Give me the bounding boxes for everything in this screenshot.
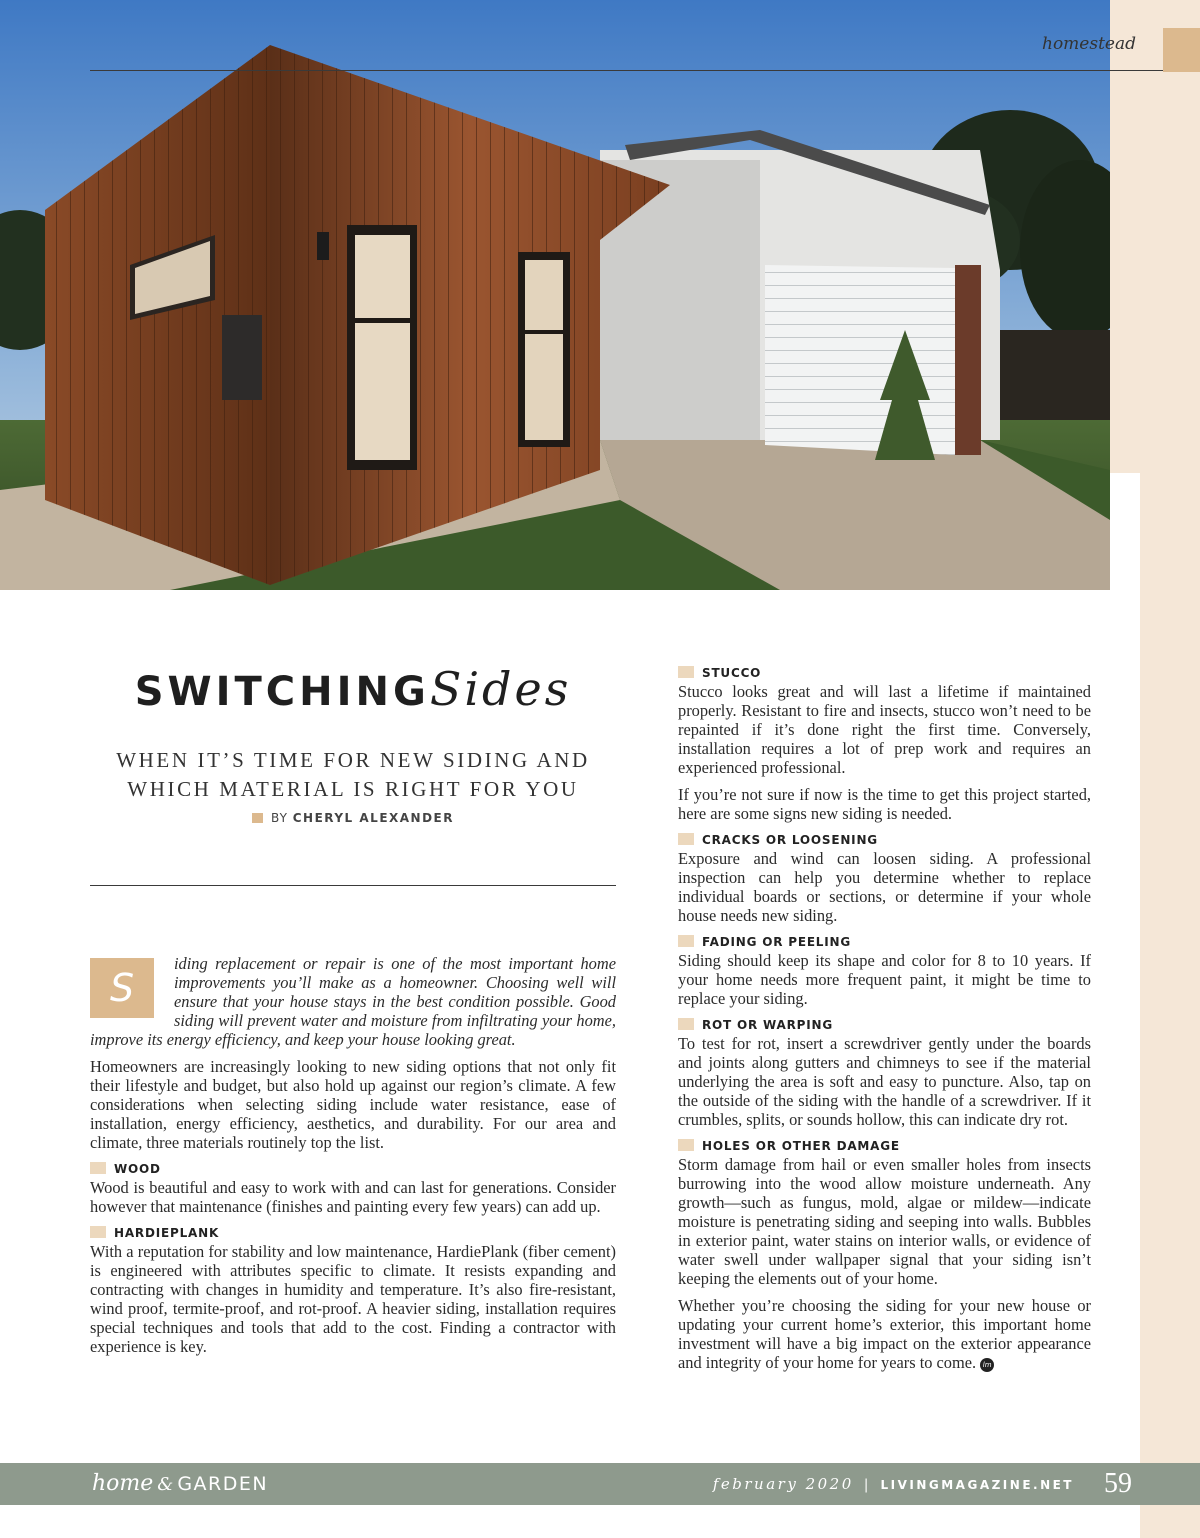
- section-label: homestead: [1042, 34, 1136, 54]
- footer-amp: &: [157, 1474, 174, 1495]
- section-tab: [1163, 28, 1200, 72]
- footer-section-name: [92, 1471, 268, 1496]
- heading-cracks-label: CRACKS OR LOOSENING: [702, 833, 878, 847]
- heading-rot-label: ROT OR WARPING: [702, 1018, 834, 1032]
- article-title: [90, 662, 616, 716]
- paragraph-hardieplank: With a reputation for stability and low maintenance, HardiePlank (fiber cement) is engineered with attributes specific to climate. It resists expanding and contracting with changes in humidity and temperature. It’s also fire-resistant, wind proof, termite-proof, and rot-proof. A heavier siding, installation requires special techniques and tools that add to the cost. Finding a contractor with experience is key.: [90, 1242, 616, 1356]
- heading-square-icon: [678, 935, 694, 947]
- author-name: CHERYL ALEXANDER: [292, 811, 454, 825]
- heading-cracks: [678, 831, 1091, 849]
- end-mark-icon: lm: [980, 1358, 994, 1372]
- paragraph-holes: Storm damage from hail or even smaller holes from insects burrowing into the wood allow moisture underneath. Any growth—such as fungus, mold, algae or mildew—indicate moisture is penetrating siding and seeping into walls. Bubbles in exterior paint, water stains on interior walls, or evidence of water swell under wallpaper signal that your siding isn’t keeping the elements out of your home.: [678, 1155, 1091, 1288]
- website-link[interactable]: LIVINGMAGAZINE.NET: [880, 1478, 1074, 1492]
- paragraph-rot: To test for rot, insert a screwdriver gently under the boards and joints along gutters and chimneys to see if the material underlying the area is soft and easy to puncture. Also, tap on the outside of the siding with the handle of a screwdriver. If it crumbles, splits, or sounds hollow, this can indicate dry rot.: [678, 1034, 1091, 1129]
- paragraph-closing: [678, 1296, 1091, 1372]
- page-number: 59: [1104, 1468, 1132, 1499]
- heading-wood: [90, 1160, 616, 1178]
- hero-photo: [0, 0, 1110, 590]
- title-strong: SWITCHING: [134, 669, 430, 715]
- heading-square-icon: [90, 1162, 106, 1174]
- side-band-lower: [1140, 473, 1200, 1538]
- left-column: [90, 954, 616, 1364]
- title-rule: [90, 885, 616, 886]
- footer-issue: [713, 1475, 1074, 1493]
- footer-garden: GARDEN: [177, 1473, 269, 1495]
- footer-home: home: [92, 1471, 154, 1496]
- heading-hardieplank: [90, 1224, 616, 1242]
- heading-wood-label: WOOD: [114, 1162, 161, 1176]
- intro-text: iding replacement or repair is one of the most important home improvements you’ll make as a homeowner. Choosing well will ensure that your house stays in the best condition possible. Good siding will prevent water and moisture from infiltrating your home, improve its energy efficiency, and keep your house looking great.: [90, 954, 616, 1049]
- byline: [90, 811, 616, 825]
- heading-holes-label: HOLES OR OTHER DAMAGE: [702, 1139, 900, 1153]
- title-script: Sides: [429, 662, 572, 716]
- heading-stucco: [678, 664, 1091, 682]
- heading-square-icon: [678, 833, 694, 845]
- heading-square-icon: [678, 1139, 694, 1151]
- article-subtitle: [90, 746, 616, 804]
- paragraph-homeowners: Homeowners are increasingly looking to new siding options that not only fit their lifestyle and budget, but also hold up against our region’s climate. A few considerations when selecting siding include water resistance, ease of installation, energy efficiency, aesthetics, and durability. For our area and climate, three materials routinely top the list.: [90, 1057, 616, 1152]
- top-rule: [90, 70, 1163, 71]
- paragraph-cracks: Exposure and wind can loosen siding. A professional inspection can help you determine whether to replace individual boards or sections, or determine if your whole house needs new siding.: [678, 849, 1091, 925]
- heading-square-icon: [678, 666, 694, 678]
- intro-paragraph: [90, 954, 616, 1049]
- house-photo-icon: [0, 0, 1110, 590]
- byline-square-icon: [252, 813, 263, 823]
- closing-text: Whether you’re choosing the siding for your new house or updating your current home’s exterior, this important home investment will have a big impact on the exterior appearance and integrity of your home for years to come.: [678, 1296, 1091, 1372]
- paragraph-stucco: Stucco looks great and will last a lifetime if maintained properly. Resistant to fire and insects, stucco won’t need to be repainted if it’s done right the first time. Conversely, installation requires a lot of prep work and requires an experienced professional.: [678, 682, 1091, 777]
- heading-hardieplank-label: HARDIEPLANK: [114, 1226, 220, 1240]
- heading-holes: [678, 1137, 1091, 1155]
- footer-bar: [0, 1463, 1200, 1505]
- heading-square-icon: [678, 1018, 694, 1030]
- paragraph-fading: Siding should keep its shape and color for 8 to 10 years. If your home needs more frequent paint, it might be time to replace your siding.: [678, 951, 1091, 1008]
- right-column: [678, 660, 1091, 1380]
- byline-prefix: BY: [271, 811, 288, 825]
- footer-separator: |: [863, 1477, 871, 1493]
- heading-rot: [678, 1016, 1091, 1034]
- heading-fading-label: FADING OR PEELING: [702, 935, 852, 949]
- heading-stucco-label: STUCCO: [702, 666, 762, 680]
- subtitle-line-1: WHEN IT’S TIME FOR NEW SIDING AND: [116, 748, 590, 772]
- subtitle-line-2: WHICH MATERIAL IS RIGHT FOR YOU: [127, 777, 579, 801]
- paragraph-wood: Wood is beautiful and easy to work with and can last for generations. Consider however that maintenance (finishes and painting every few years) can add up.: [90, 1178, 616, 1216]
- issue-date: february 2020: [712, 1475, 854, 1493]
- heading-square-icon: [90, 1226, 106, 1238]
- paragraph-signs-intro: If you’re not sure if now is the time to get this project started, here are some signs new siding is needed.: [678, 785, 1091, 823]
- heading-fading: [678, 933, 1091, 951]
- dropcap: S: [90, 958, 154, 1018]
